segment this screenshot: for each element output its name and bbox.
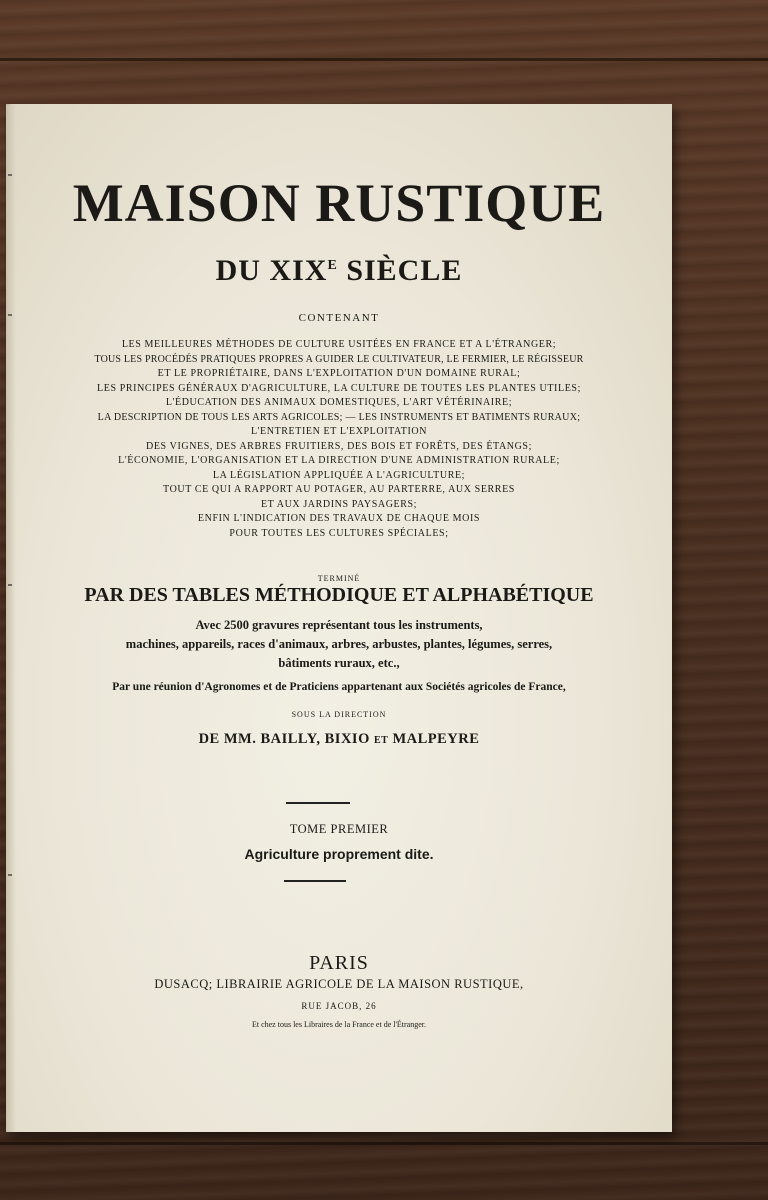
editors-names-a: DE MM. BAILLY, BIXIO	[198, 731, 374, 747]
contents-list	[6, 338, 672, 541]
contents-line: DES VIGNES, DES ARBRES FRUITIERS, DES BOIS ET FORÊTS, DES ÉTANGS;	[146, 440, 532, 452]
subtitle-main: DU XIX	[215, 254, 328, 287]
book-subtitle	[6, 254, 672, 288]
engravings-line: bâtiments ruraux, etc.,	[278, 656, 400, 670]
lower-rule	[284, 880, 346, 882]
contenant-label: CONTENANT	[298, 312, 380, 324]
wood-plank-seam	[0, 58, 768, 61]
contents-line: LA DESCRIPTION DE TOUS LES ARTS AGRICOLES; — LES INSTRUMENTS ET BATIMENTS RURAUX;	[97, 411, 581, 423]
upper-rule	[286, 802, 350, 804]
title-page	[6, 104, 672, 1132]
volume-title: Agriculture proprement dite.	[244, 846, 434, 862]
volume-number: TOME PREMIER	[289, 822, 389, 836]
book-title: MAISON RUSTIQUE	[72, 173, 606, 233]
editors-conjunction: ET	[373, 735, 389, 746]
subtitle-superscript: E	[327, 258, 338, 273]
contents-line: TOUT CE QUI A RAPPORT AU POTAGER, AU PARTERRE, AUX SERRES	[163, 484, 515, 495]
imprint-city: PARIS	[309, 952, 369, 974]
contents-line: ET LE PROPRIÉTAIRE, DANS L'EXPLOITATION D'UN DOMAINE RURAL;	[157, 368, 521, 379]
contents-line: TOUS LES PROCÉDÉS PRATIQUES PROPRES A GUIDER LE CULTIVATEUR, LE FERMIER, LE RÉGISSEUR	[94, 353, 584, 365]
engravings-line: Avec 2500 gravures représentant tous les instruments,	[195, 618, 483, 632]
imprint-booksellers: Et chez tous les Libraires de la France et de l'Étranger.	[251, 1020, 427, 1029]
contents-line: POUR TOUTES LES CULTURES SPÉCIALES;	[229, 527, 449, 539]
tables-heading: PAR DES TABLES MÉTHODIQUE ET ALPHABÉTIQUE	[84, 584, 594, 606]
editors-line	[6, 731, 672, 748]
contents-line: LES PRINCIPES GÉNÉRAUX D'AGRICULTURE, LA CULTURE DE TOUTES LES PLANTES UTILES;	[97, 382, 581, 394]
subtitle-end: SIÈCLE	[337, 254, 463, 287]
editors-names-b: MALPEYRE	[388, 731, 480, 747]
contents-line: ET AUX JARDINS PAYSAGERS;	[260, 498, 418, 510]
imprint-address: RUE JACOB, 26	[301, 1001, 377, 1011]
wood-plank-seam	[0, 1142, 768, 1145]
authors-statement: Par une réunion d'Agronomes et de Praticiens appartenant aux Sociétés agricoles de France,	[112, 681, 566, 693]
engravings-line: machines, appareils, races d'animaux, arbres, arbustes, plantes, légumes, serres,	[125, 637, 553, 651]
contents-line: LES MEILLEURES MÉTHODES DE CULTURE USITÉES EN FRANCE ET A L'ÉTRANGER;	[121, 339, 557, 350]
contents-line: ENFIN L'INDICATION DES TRAVAUX DE CHAQUE MOIS	[197, 513, 481, 524]
contents-line: L'ÉDUCATION DES ANIMAUX DOMESTIQUES, L'ART VÉTÉRINAIRE;	[165, 397, 513, 408]
binding-stitch	[8, 874, 12, 876]
imprint-publisher: DUSACQ; LIBRAIRIE AGRICOLE DE LA MAISON RUSTIQUE,	[154, 977, 524, 991]
termine-label: TERMINÉ	[317, 574, 361, 583]
engravings-description	[6, 616, 672, 673]
contents-line: L'ÉCONOMIE, L'ORGANISATION ET LA DIRECTION D'UNE ADMINISTRATION RURALE;	[118, 455, 560, 466]
contents-line: L'ENTRETIEN ET L'EXPLOITATION	[250, 426, 428, 437]
contents-line: LA LÉGISLATION APPLIQUÉE A L'AGRICULTURE;	[212, 469, 466, 481]
direction-label: SOUS LA DIRECTION	[291, 710, 387, 719]
